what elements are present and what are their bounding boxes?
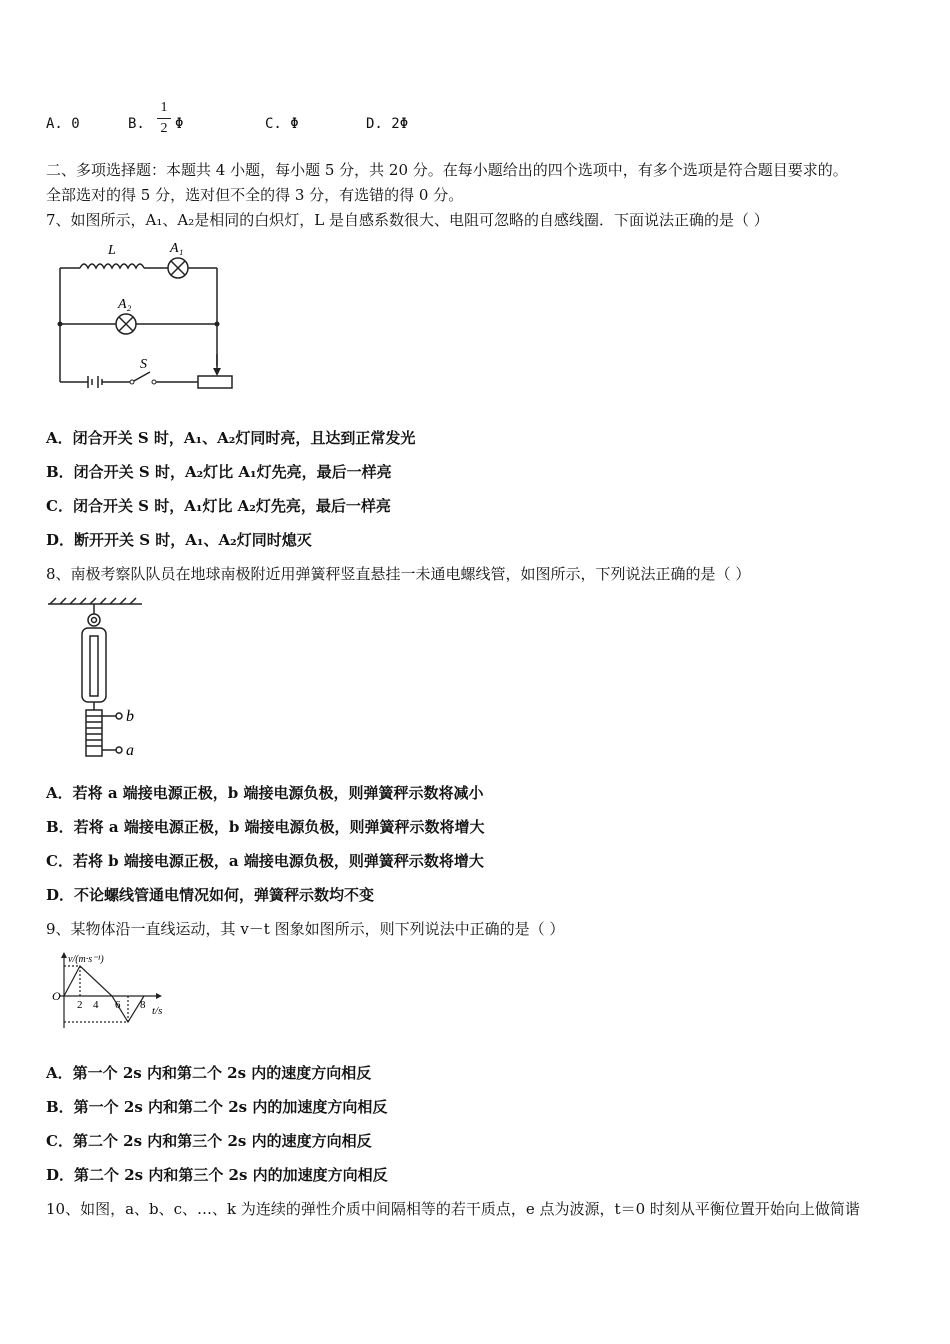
q9-vt-line xyxy=(64,966,144,1022)
q8-spring-scale-diagram xyxy=(46,596,156,764)
q8-label-a: a xyxy=(126,742,134,759)
q9-tick-8: 8 xyxy=(140,999,146,1011)
q9-option-c: C．第二个 2s 内和第三个 2s 内的速度方向相反 xyxy=(46,1132,372,1150)
q7-option-c: C．闭合开关 S 时，A₁灯比 A₂灯先亮，最后一样亮 xyxy=(46,497,391,515)
q8-stem: 8、南极考察队队员在地球南极附近用弹簧秤竖直悬挂一未通电螺线管，如图所示，下列说法正确的是（ ） xyxy=(46,565,751,583)
q9-tick-4: 4 xyxy=(93,999,99,1011)
q7-option-b: B．闭合开关 S 时，A₂灯比 A₁灯先亮，最后一样亮 xyxy=(46,463,392,481)
q6-option-c: C. Φ xyxy=(265,116,299,132)
q9-stem: 9、某物体沿一直线运动，其 v－t 图象如图所示，则下列说法中正确的是（ ） xyxy=(46,920,565,938)
q9-vt-graph xyxy=(48,950,178,1032)
q8-option-d: D．不论螺线管通电情况如何，弹簧秤示数均不变 xyxy=(46,886,375,904)
q7-label-S: S xyxy=(140,357,147,372)
fraction-denominator: 2 xyxy=(160,121,168,136)
q8-option-b: B．若将 a 端接电源正极，b 端接电源负极，则弹簧秤示数将增大 xyxy=(46,818,485,836)
q7-stem: 7、如图所示，A₁、A₂是相同的白炽灯，L 是自感系数很大、电阻可忽略的自感线圈．下面说法正确的是（ ） xyxy=(46,211,769,229)
q9-tick-6: 6 xyxy=(115,999,121,1011)
q9-option-a: A．第一个 2s 内和第二个 2s 内的速度方向相反 xyxy=(46,1064,372,1082)
q6-option-b-fraction xyxy=(157,100,171,137)
q7-label-L: L xyxy=(108,243,116,258)
q6-option-d: D. 2Φ xyxy=(366,116,409,132)
q6-option-a: A. 0 xyxy=(46,116,80,132)
q9-option-b: B．第一个 2s 内和第二个 2s 内的加速度方向相反 xyxy=(46,1098,388,1116)
section-2-instructions-line1: 二、多项选择题：本题共 4 小题，每小题 5 分，共 20 分。在每小题给出的四个选项中，有多个选项是符合题目要求的。 xyxy=(46,161,848,179)
q9-x-label: t/s xyxy=(152,1005,163,1017)
section-2-instructions-line2: 全部选对的得 5 分，选对但不全的得 3 分，有选错的得 0 分。 xyxy=(46,186,464,204)
q9-y-label: v/(m·s⁻¹) xyxy=(68,954,104,965)
q8-option-c: C．若将 b 端接电源正极，a 端接电源负极，则弹簧秤示数将增大 xyxy=(46,852,484,870)
q7-circuit-diagram xyxy=(50,236,245,396)
q7-label-A2: A₂ xyxy=(118,297,132,312)
q9-origin-label: O xyxy=(52,989,61,1003)
q7-option-d: D．断开开关 S 时，A₁、A₂灯同时熄灭 xyxy=(46,531,312,549)
q6-option-b-label: B. xyxy=(128,116,145,132)
q9-tick-2: 2 xyxy=(77,999,83,1011)
q8-label-b: b xyxy=(126,708,134,725)
q7-label-A1: A₁ xyxy=(170,241,184,256)
q8-option-a: A．若将 a 端接电源正极，b 端接电源负极，则弹簧秤示数将减小 xyxy=(46,784,484,802)
q9-option-d: D．第二个 2s 内和第三个 2s 内的加速度方向相反 xyxy=(46,1166,388,1184)
q10-stem: 10、如图，a、b、c、…、k 为连续的弹性介质中间隔相等的若干质点，e 点为波源，t＝0 时刻从平衡位置开始向上做简谐 xyxy=(46,1200,860,1218)
q6-option-b-value: Φ xyxy=(175,116,184,132)
fraction-numerator: 1 xyxy=(160,100,168,115)
q7-option-a: A．闭合开关 S 时，A₁、A₂灯同时亮，且达到正常发光 xyxy=(46,429,416,447)
